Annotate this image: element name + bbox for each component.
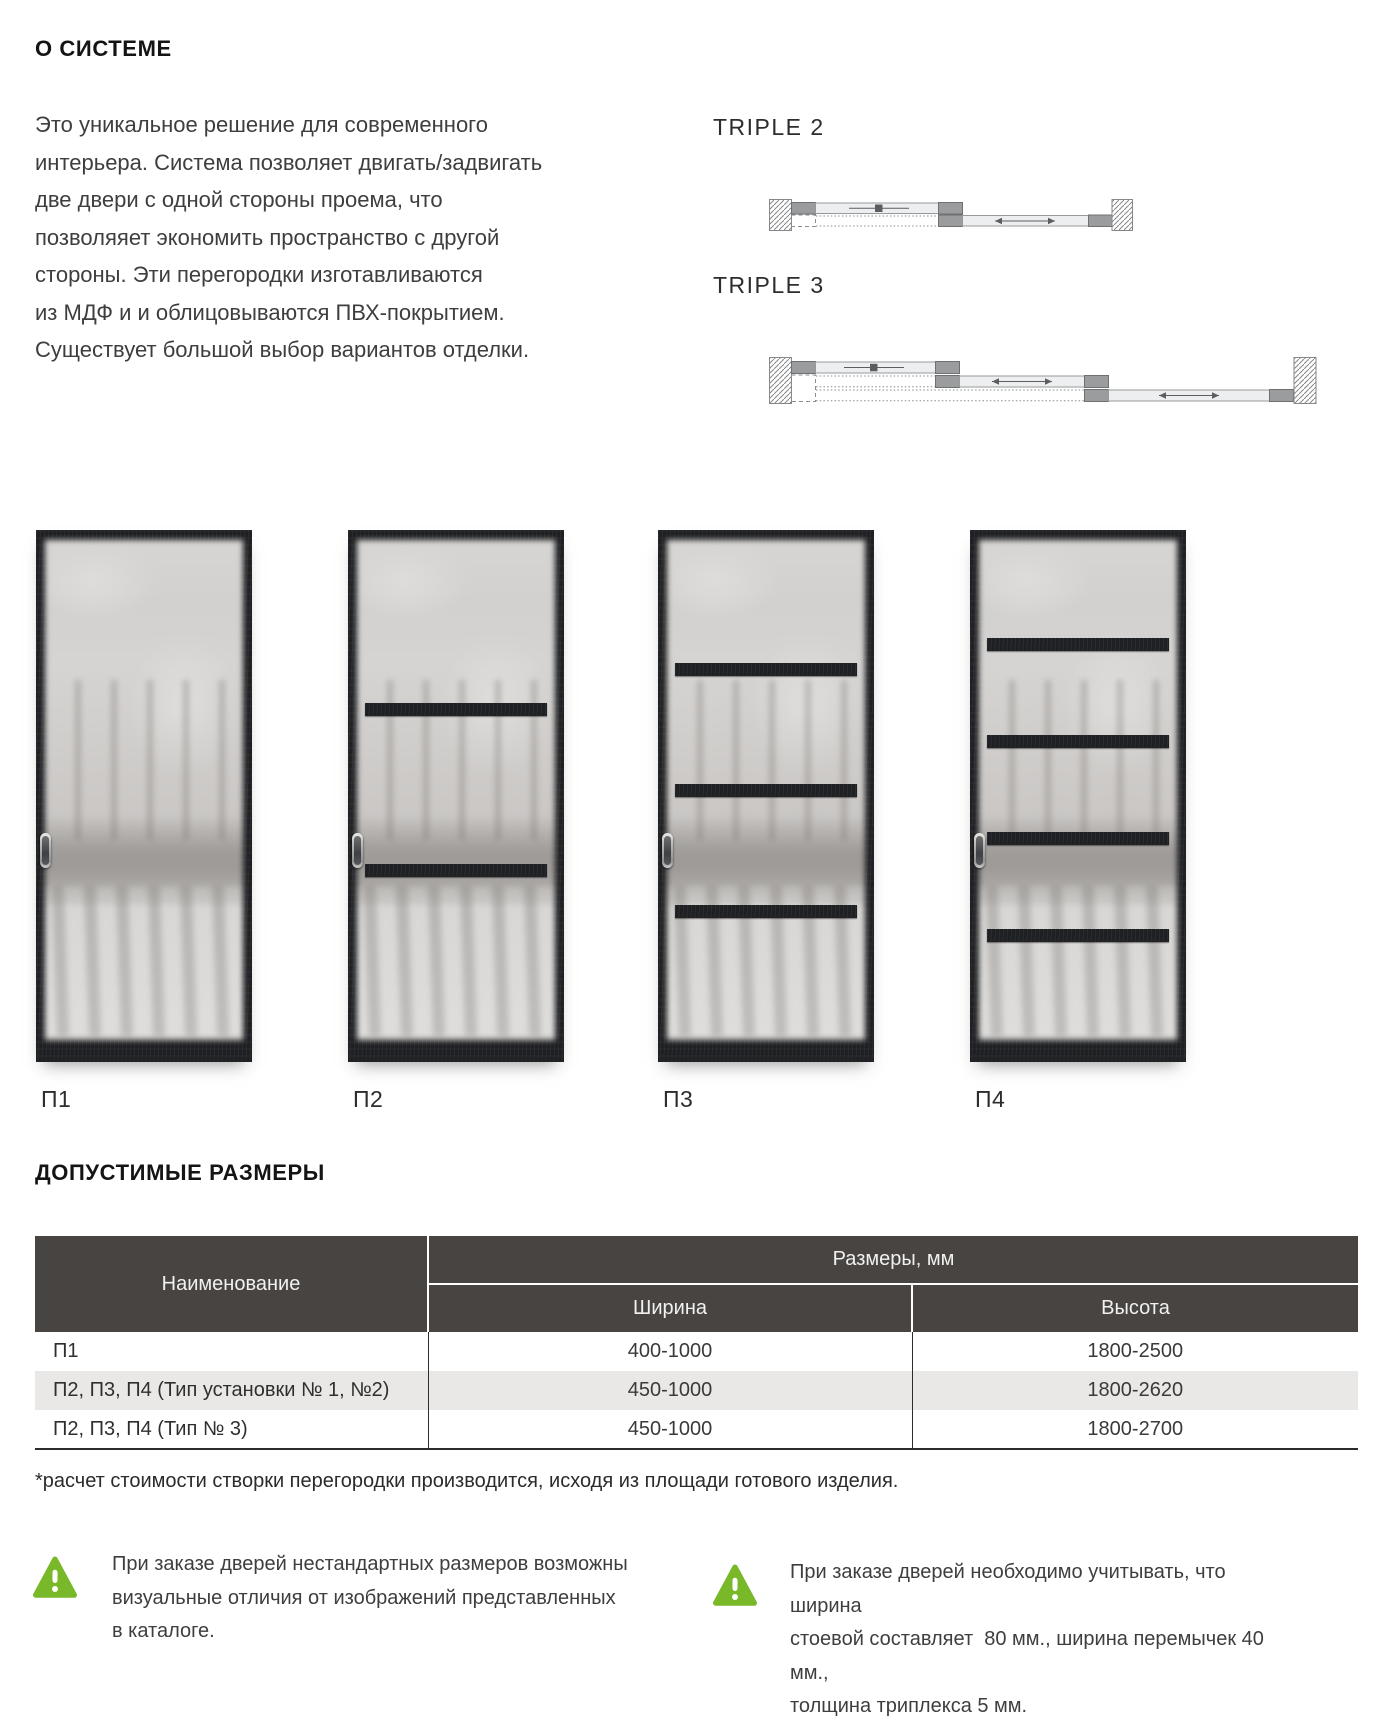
table-row (35, 1371, 1358, 1410)
door-cap (939, 203, 963, 215)
door-cap (936, 362, 960, 374)
col-header-name: Наименование (35, 1236, 428, 1332)
wall-left-icon (770, 200, 792, 231)
wall-left-icon (770, 358, 792, 404)
note-text-line: При заказе дверей нестандартных размеров возможны (112, 1553, 628, 1575)
col-header-sizes: Размеры, мм (428, 1236, 1358, 1284)
door-cap (1085, 376, 1109, 388)
warning-icon (712, 1564, 758, 1608)
door-glass (365, 548, 547, 1032)
row-height: 1800-2700 (1087, 1417, 1184, 1440)
track-dotted-lines (816, 216, 938, 226)
col-header-width: Ширина (428, 1284, 912, 1332)
door-rail (987, 638, 1169, 651)
frosted-glass-reflection (979, 540, 1177, 1040)
row-height: 1800-2620 (1087, 1379, 1184, 1401)
about-text-line: стороны. Эти перегородки изготавливаются (35, 262, 483, 287)
door-rail (365, 864, 547, 877)
door-handle (662, 833, 673, 868)
door-cap (1085, 390, 1109, 402)
door-cap (939, 215, 963, 227)
door-glass (53, 548, 235, 1032)
about-text-line: из МДФ и и облицовываются ПВХ-покрытием. (35, 299, 505, 325)
sizes-table (35, 1236, 1358, 1450)
table-row (35, 1410, 1358, 1449)
row-name: П1 (35, 1332, 428, 1371)
door-label-П3: П3 (663, 1086, 694, 1112)
row-width: 450-1000 (428, 1371, 912, 1410)
price-footnote: *расчет стоимости створки перегородки производится, исходя из площади готового изделия. (35, 1470, 899, 1492)
door-cap (1089, 215, 1113, 227)
door-glass (987, 548, 1169, 1032)
door-rail (987, 929, 1169, 942)
door-handle (352, 833, 363, 868)
note-profile-widths (790, 1556, 1290, 1724)
note-nonstandard-sizes (112, 1548, 652, 1649)
pocket-dashed-box (792, 375, 816, 402)
sizes-heading: ДОПУСТИМЫЕ РАЗМЕРЫ (35, 1160, 325, 1185)
triple2-diagram (769, 180, 1133, 232)
triple2-label: TRIPLE 2 (713, 114, 825, 140)
note-text-line: стоевой составляет 80 мм., ширина перемычек 40 мм., (790, 1628, 1270, 1684)
triple3-label: TRIPLE 3 (713, 272, 825, 298)
door-rail (365, 703, 547, 716)
door-rail (675, 905, 857, 918)
note-text-line: визуальные отличия от изображений представленных (112, 1586, 616, 1609)
note-text-line: При заказе дверей необходимо учитывать, что ширина (790, 1561, 1232, 1617)
door-handle (40, 833, 51, 868)
door-rail (675, 663, 857, 676)
note-text-line: толщина триплекса 5 мм. (790, 1695, 1028, 1717)
door-rail (987, 832, 1169, 845)
door-label-П2: П2 (353, 1086, 384, 1112)
frosted-glass-reflection (357, 540, 555, 1040)
row-width: 450-1000 (428, 1410, 912, 1449)
door-cap (1270, 390, 1294, 402)
door-П2 (348, 530, 564, 1062)
door-cap (792, 203, 816, 215)
wall-right-icon (1112, 200, 1133, 231)
door-label-П1: П1 (41, 1086, 72, 1112)
warning-icon (32, 1556, 78, 1600)
door-rail (675, 784, 857, 797)
door-П3 (658, 530, 874, 1062)
door-cap (792, 362, 816, 374)
table-row (35, 1332, 1358, 1371)
about-text-line: интерьера. Система позволяет двигать/задвигать (35, 149, 543, 175)
about-text-line: две двери с одной стороны проема, что (35, 187, 443, 212)
door-П4 (970, 530, 1186, 1062)
row-width: 400-1000 (428, 1332, 912, 1371)
note-text-line: в каталоге. (112, 1620, 215, 1642)
about-text-line: Это уникальное решение для современного (35, 112, 488, 137)
door-П1 (36, 530, 252, 1062)
door-cap (936, 376, 960, 388)
triple3-diagram (769, 354, 1317, 406)
row-name: П2, П3, П4 (Тип установки № 1, №2) (35, 1371, 428, 1410)
door-label-П4: П4 (975, 1086, 1006, 1112)
row-height: 1800-2500 (1087, 1340, 1184, 1362)
door-rail (987, 735, 1169, 748)
about-paragraph (35, 106, 675, 369)
row-name: П2, П3, П4 (Тип № 3) (35, 1410, 428, 1449)
about-text-line: Существует большой выбор вариантов отделки. (35, 337, 530, 362)
pocket-dashed-box (792, 215, 816, 227)
frosted-glass-reflection (45, 540, 243, 1040)
col-header-height: Высота (912, 1284, 1358, 1332)
door-handle (974, 833, 985, 868)
wall-right-icon (1294, 358, 1316, 404)
about-text-line: позволяяет экономить пространство с другой (35, 224, 500, 250)
door-glass (675, 548, 857, 1032)
page-title: О СИСТЕМЕ (35, 36, 172, 61)
